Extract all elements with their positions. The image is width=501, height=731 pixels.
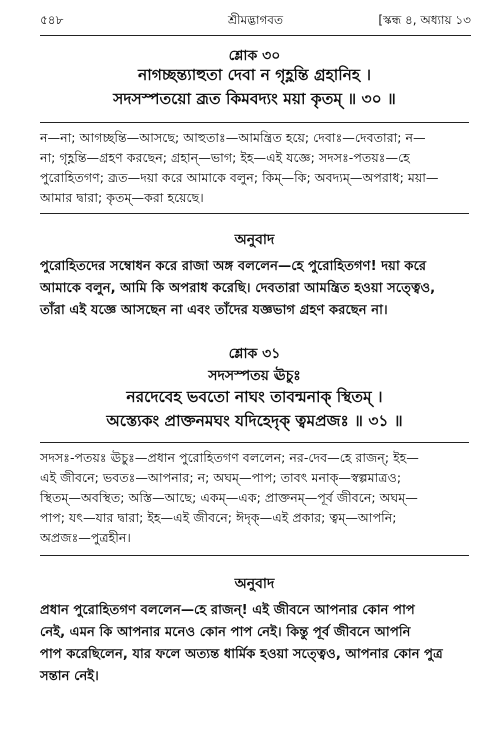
synonym-line: অপ্রজঃ—পুত্রহীন। [40,530,131,545]
verse-31-line-2: অস্ত্যেকং প্রাক্তনমঘং যদিহেদৃক্‌ ত্বমপ্রজঃ ॥ ৩১ ॥ [106,412,403,430]
verse-30-heading: শ্লোক ৩০ [228,48,281,64]
verse-31-heading: শ্লোক ৩১ [228,346,281,362]
synonym-line: সদসঃ-পতয়ঃ ঊচুঃ—প্রধান পুরোহিতগণ বললেন; নর-দেব—হে রাজন্‌; ইহ— [40,450,419,465]
synonym-line: স্থিতম্‌—অবস্থিত; অস্তি—আছে; একম্‌—এক; প্রাক্তনম্‌—পূর্ব জীবনে; অঘম্‌— [40,490,418,505]
synonyms-bottom-rule-31 [40,555,469,556]
verse-30-translation [40,256,469,322]
page-number: ৫৪৮ [40,13,64,27]
synonyms-bottom-rule [40,213,469,214]
verse-30-line-2: সদসস্পতয়ো ব্রূত কিমবদ্যং ময়া কৃতম্‌ ॥ ৩০ ॥ [113,90,396,108]
verse-31-translation-heading: অনুবাদ [234,576,275,592]
header-rule [40,35,471,36]
verse-31-speaker: সদসস্পতয় ঊচুঃ [208,368,301,384]
synonym-line: পাপ; যৎ—যার দ্বারা; ইহ—এই জীবনে; ঈদৃক্‌—এই প্রকার; ত্বম্‌—আপনি; [40,510,397,525]
translation-line: প্রধান পুরোহিতগণ বললেন—হে রাজন্‌! এই জীবনে আপনার কোন পাপ [40,603,415,618]
synonym-line: না; গৃহ্ণন্তি—গ্রহণ করছেন; গ্রহান্‌—ভাগ; ইহ—এই যজ্ঞে; সদসঃ-পতয়ঃ—হে [40,150,410,165]
verse-31-synonyms [40,448,469,548]
translation-line: আমাকে বলুন, আমি কি অপরাধ করেছি। দেবতারা আমন্ত্রিত হওয়া সত্ত্বেও, [40,281,436,296]
synonym-line: আমার দ্বারা; কৃতম্‌—করা হয়েছে। [40,190,204,205]
synonym-line: পুরোহিতগণ; ব্রূত—দয়া করে আমাকে বলুন; কিম্‌—কি; অবদ্যম্‌—অপরাধ; ময়া— [40,170,439,185]
book-title: শ্রীমদ্ভাগবত [227,13,283,27]
synonym-line: এই জীবনে; ভবতঃ—আপনার; ন; অঘম্‌—পাপ; তাবৎ মনাক্‌—স্বল্পমাত্রও; [40,470,402,485]
translation-line: তাঁরা এই যজ্ঞে আসছেন না এবং তাঁদের যজ্ঞভাগ গ্রহণ করছেন না। [40,303,388,318]
synonyms-top-rule-31 [40,442,469,443]
verse-30-translation-heading: অনুবাদ [234,232,275,248]
verse-30-synonyms [40,128,469,208]
translation-line: সন্তান নেই। [40,669,99,684]
synonym-line: ন—না; আগচ্ছন্তি—আসছে; আহুতাঃ—আমন্ত্রিত হয়ে; দেবাঃ—দেবতারা; ন— [40,130,426,145]
translation-line: নেই, এমন কি আপনার মনেও কোন পাপ নেই। কিন্তু পূর্ব জীবনে আপনি [40,625,411,640]
verse-31-translation [40,600,469,688]
verse-31-line-1: নরদেবেহ ভবতো নাঘং তাবন্মনাক্‌ স্থিতম্‌ । [126,388,383,406]
chapter-reference: [স্কন্ধ ৪, অধ্যায় ১৩ [378,13,471,27]
verse-30-line-1: নাগচ্ছন্ত্যাহুতা দেবা ন গৃহ্ণন্তি গ্রহানিহ । [137,66,372,84]
page-header [40,12,471,34]
synonyms-top-rule [40,122,469,123]
translation-line: পাপ করেছিলেন, যার ফলে অত্যন্ত ধার্মিক হওয়া সত্ত্বেও, আপনার কোন পুত্র [40,647,443,662]
translation-line: পুরোহিতদের সম্বোধন করে রাজা অঙ্গ বললেন—হে পুরোহিতগণ! দয়া করে [40,259,427,274]
